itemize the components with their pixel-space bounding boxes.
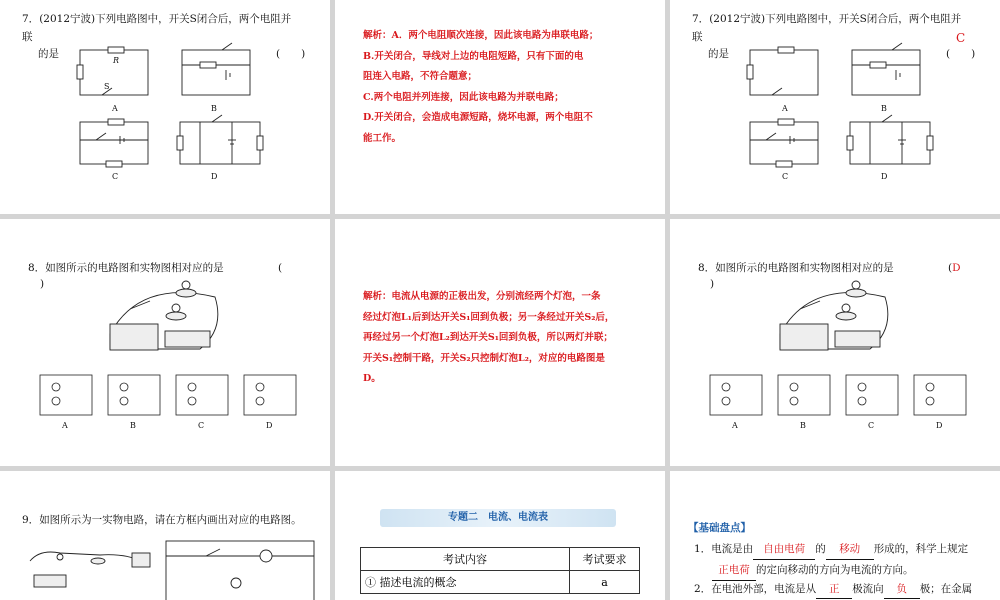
topic2-requirements-table: [360, 547, 640, 594]
q7-answer-option-a-label: A: [782, 104, 788, 113]
q8-option-d-label: D: [266, 421, 273, 430]
table-header-row: [361, 548, 640, 571]
topic2-title-banner: [380, 509, 616, 527]
basics-item-1: 1．电流是由 自由电荷 的 移动 形成的，科学上规定 正电荷 的定向移动的方向为电流的方向。: [694, 539, 994, 581]
q7-answer: C: [956, 31, 966, 45]
q8-blank-close-answer: ): [710, 278, 715, 290]
table-cell-requirement: a: [570, 571, 640, 594]
q7-answer-option-b-label: B: [881, 104, 887, 113]
slide-topic2: [335, 471, 665, 600]
q7-solution-text: 解析：A．两个电阻顺次连接，因此该电路为串联电路； B.开关闭合，导线对上边的电阻短路，只有下面的电 阻连入电路，不符合题意； C.两个电阻并列连接，因此该电路为并联电路； D.开关闭合，会造成电源短路，烧坏电源，两个电阻不 能工作。: [363, 30, 599, 144]
q7-circuit-diagrams: [0, 0, 330, 214]
q7-blank-answer: ( ): [946, 48, 976, 60]
slide-q7-answer: [670, 0, 1000, 214]
q8-blank-open: (: [278, 262, 283, 274]
fill-negative-pole: 负: [884, 580, 920, 599]
q8-answer: D: [952, 262, 961, 274]
q8-option-c-label: C: [198, 421, 205, 430]
q7-stem-answer: 7．(2012宁波)下列电路图中，开关S闭合后，两个电阻并 联: [692, 13, 962, 43]
q7-stem-tail: 的是: [38, 48, 59, 60]
slide-q8-solution: [335, 219, 665, 466]
q7-option-a-label: A: [112, 104, 118, 113]
q8-answer-option-c-label: C: [868, 421, 875, 430]
table-header-requirement: 考试要求: [570, 548, 640, 571]
q8-answer-option-d-label: D: [936, 421, 943, 430]
q8-answer-option-a-label: A: [732, 421, 738, 430]
q7-resistor-label: R: [113, 56, 120, 65]
table-row: [361, 571, 640, 594]
q7-answer-option-c-label: C: [782, 172, 789, 181]
slide-q8: [0, 219, 330, 466]
q7-option-c-label: C: [112, 172, 119, 181]
q7-switch-label: S: [104, 82, 110, 91]
q8-stem: 8．如图所示的电路图和实物图相对应的是: [28, 262, 224, 274]
topic2-title: 专题二 电流、电流表: [448, 512, 548, 523]
table-cell-content: ① 描述电流的概念: [361, 571, 570, 594]
fill-positive-pole: 正: [816, 580, 852, 599]
q8-option-b-label: B: [130, 421, 136, 430]
table-header-content: 考试内容: [361, 548, 570, 571]
q8-option-a-label: A: [62, 421, 68, 430]
q7-answer-option-d-label: D: [881, 172, 888, 181]
slide-basics: [670, 471, 1000, 600]
q9-stem: 9．如图所示为一实物电路，请在方框内画出对应的电路图。: [22, 514, 302, 526]
q7-option-d-label: D: [211, 172, 218, 181]
slide-q9: [0, 471, 330, 600]
basics-heading: 【基础盘点】: [688, 522, 751, 534]
slide-q7: [0, 0, 330, 214]
slide-q8-answer: [670, 219, 1000, 466]
q8-blank-open-answer: (D: [948, 262, 961, 274]
fill-positive-charge: 正电荷: [712, 560, 756, 581]
q8-solution-text: 解析：电流从电源的正极出发，分别流经两个灯泡，一条 经过灯泡L₁后到达开关S₁回到负极；另一条经过开关S₂后， 再经过另一个灯泡L₂到达开关S₁回到负极，所以两灯并联； 开关S₁控制干路，开关S₂只控制灯泡L₂，对应的电路图是 D。: [363, 291, 615, 384]
q8-blank-close: ): [40, 278, 45, 290]
q8-circuit-options-answer: [670, 219, 1000, 466]
q7-option-b-label: B: [211, 104, 217, 113]
q7-circuit-diagrams-answer: [670, 0, 1000, 214]
q8-stem-answer: 8．如图所示的电路图和实物图相对应的是: [698, 262, 894, 274]
basics-item-2: 2．在电池外部，电流是从 正 极流向 负 极；在金属: [694, 580, 994, 599]
q7-stem: 7．(2012宁波)下列电路图中，开关S闭合后，两个电阻并 联: [22, 13, 292, 43]
fill-move: 移动: [826, 539, 874, 560]
q9-circuit-drawings: [0, 471, 330, 600]
q7-blank: ( ): [276, 48, 306, 60]
q8-circuit-options: [0, 219, 330, 466]
q7-stem-tail-answer: 的是: [708, 48, 729, 60]
fill-free-charge: 自由电荷: [753, 539, 815, 560]
q8-answer-option-b-label: B: [800, 421, 806, 430]
slide-q7-solution: [335, 0, 665, 214]
